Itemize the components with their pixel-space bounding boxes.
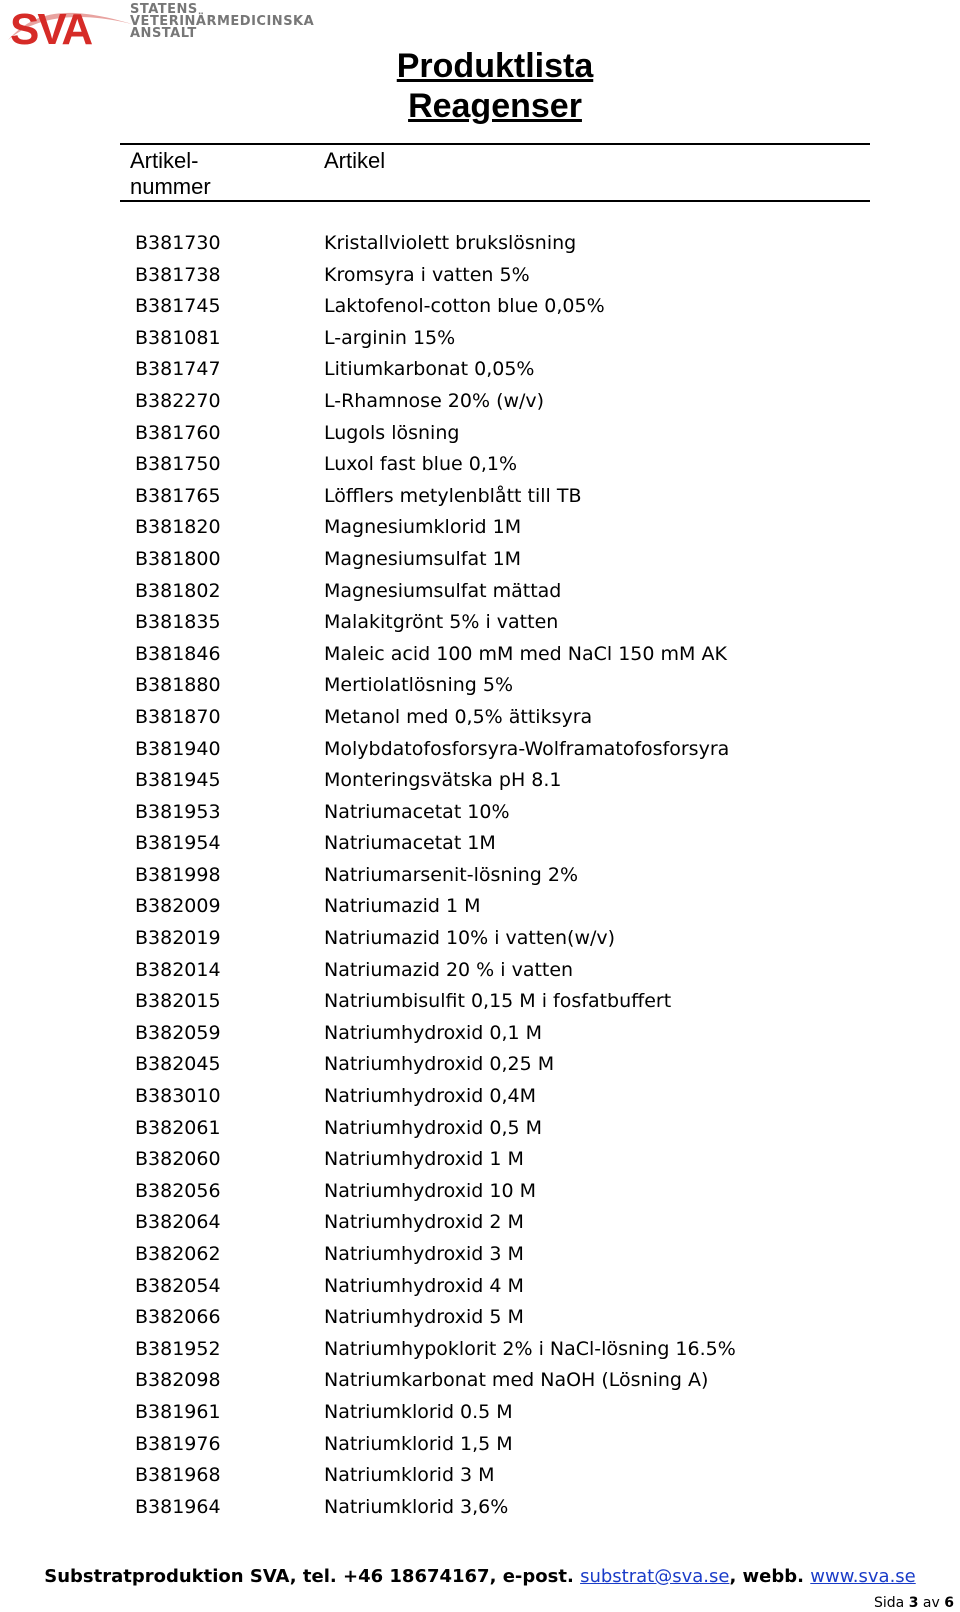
table-row bbox=[0, 959, 960, 991]
article-name: L-Rhamnose 20% (w/v) bbox=[324, 389, 545, 412]
table-row bbox=[0, 390, 960, 422]
article-name: Kromsyra i vatten 5% bbox=[324, 263, 530, 286]
column-header-code-line-2: nummer bbox=[130, 174, 211, 199]
column-header-article-number bbox=[130, 148, 211, 200]
footer-email-link[interactable]: substrat@sva.se bbox=[580, 1566, 730, 1587]
article-name: Natriumhydroxid 0,4M bbox=[324, 1085, 536, 1108]
article-number: B381964 bbox=[135, 1495, 221, 1518]
article-name: Natriumacetat 10% bbox=[324, 800, 510, 823]
table-row bbox=[0, 1053, 960, 1085]
article-name: Metanol med 0,5% ättiksyra bbox=[324, 705, 593, 728]
table-row bbox=[0, 1180, 960, 1212]
article-number: B382054 bbox=[135, 1274, 221, 1297]
article-number: B381750 bbox=[135, 453, 221, 476]
table-row bbox=[0, 1022, 960, 1054]
article-name: Natriumazid 1 M bbox=[324, 895, 481, 918]
article-number: B381968 bbox=[135, 1464, 221, 1487]
article-name: Natriumhydroxid 5 M bbox=[324, 1306, 524, 1329]
article-number: B383010 bbox=[135, 1085, 221, 1108]
table-row bbox=[0, 1338, 960, 1370]
article-number: B381081 bbox=[135, 326, 221, 349]
table-row bbox=[0, 769, 960, 801]
footer-text: Substratproduktion SVA, tel. +46 18674167, e-post. bbox=[44, 1566, 574, 1587]
article-number: B382059 bbox=[135, 1021, 221, 1044]
table-row bbox=[0, 264, 960, 296]
product-table bbox=[0, 232, 960, 1527]
article-number: B381738 bbox=[135, 263, 221, 286]
article-number: B381953 bbox=[135, 800, 221, 823]
table-row bbox=[0, 674, 960, 706]
header-rule-top bbox=[120, 143, 870, 145]
article-name: Natriumhydroxid 0,5 M bbox=[324, 1116, 542, 1139]
table-row bbox=[0, 1401, 960, 1433]
table-row bbox=[0, 895, 960, 927]
article-number: B381945 bbox=[135, 769, 221, 792]
header-rule-bottom bbox=[120, 200, 870, 202]
article-number: B382019 bbox=[135, 927, 221, 950]
logo-agency-name bbox=[130, 4, 314, 40]
article-name: Lugols lösning bbox=[324, 421, 460, 444]
article-number: B382060 bbox=[135, 1148, 221, 1171]
article-name: Löfflers metylenblått till TB bbox=[324, 484, 582, 507]
table-row bbox=[0, 927, 960, 959]
table-row bbox=[0, 232, 960, 264]
article-number: B381747 bbox=[135, 358, 221, 381]
article-number: B382009 bbox=[135, 895, 221, 918]
article-name: Natriumhydroxid 3 M bbox=[324, 1243, 524, 1265]
article-name: Laktofenol-cotton blue 0,05% bbox=[324, 295, 605, 318]
table-row bbox=[0, 643, 960, 675]
article-name: Natriumklorid 0.5 M bbox=[324, 1400, 513, 1423]
title-line-1: Produktlista bbox=[396, 47, 594, 85]
article-number: B381940 bbox=[135, 737, 221, 760]
article-name: Natriumhydroxid 1 M bbox=[324, 1148, 524, 1171]
article-number: B381961 bbox=[135, 1400, 221, 1423]
article-name: Maleic acid 100 mM med NaCl 150 mM AK bbox=[324, 642, 727, 665]
article-number: B382015 bbox=[135, 990, 221, 1013]
article-name: Natriumazid 20 % i vatten bbox=[324, 958, 574, 981]
article-name: Natriumklorid 1,5 M bbox=[324, 1432, 513, 1455]
article-name: Natriumklorid 3,6% bbox=[324, 1495, 509, 1518]
article-number: B381745 bbox=[135, 295, 221, 318]
article-number: B382014 bbox=[135, 958, 221, 981]
article-name: L-arginin 15% bbox=[324, 326, 456, 349]
table-row bbox=[0, 295, 960, 327]
article-name: Mertiolatlösning 5% bbox=[324, 674, 514, 697]
table-row bbox=[0, 1117, 960, 1149]
article-number: B381976 bbox=[135, 1432, 221, 1455]
table-row bbox=[0, 358, 960, 390]
page-sep: av bbox=[922, 1595, 940, 1611]
article-name: Natriumhypoklorit 2% i NaCl-lösning 16.5% bbox=[324, 1337, 736, 1360]
title-line-2: Reagenser bbox=[408, 87, 582, 125]
table-row bbox=[0, 864, 960, 896]
article-number: B382270 bbox=[135, 389, 221, 412]
article-number: B381998 bbox=[135, 863, 221, 886]
article-name: Natriumklorid 3 M bbox=[324, 1464, 495, 1487]
table-row bbox=[0, 1085, 960, 1117]
article-number: B381760 bbox=[135, 421, 221, 444]
article-name: Natriumacetat 1M bbox=[324, 832, 496, 855]
article-number: B381880 bbox=[135, 674, 221, 697]
article-name: Luxol fast blue 0,1% bbox=[324, 453, 517, 476]
table-row bbox=[0, 1433, 960, 1465]
logo-line-1: STATENS bbox=[130, 2, 198, 17]
article-name: Natriumhydroxid 10 M bbox=[324, 1179, 536, 1202]
table-row bbox=[0, 485, 960, 517]
table-row bbox=[0, 1496, 960, 1528]
table-row bbox=[0, 1243, 960, 1275]
sva-logo-mark bbox=[4, 4, 134, 48]
article-number: B382045 bbox=[135, 1053, 221, 1076]
article-number: B382061 bbox=[135, 1116, 221, 1139]
table-row bbox=[0, 611, 960, 643]
table-row bbox=[0, 832, 960, 864]
page-number bbox=[874, 1595, 954, 1611]
page-label: Sida bbox=[874, 1595, 905, 1611]
footer-web-link[interactable]: www.sva.se bbox=[810, 1566, 916, 1587]
article-name: Monteringsvätska pH 8.1 bbox=[324, 769, 562, 792]
article-number: B382098 bbox=[135, 1369, 221, 1392]
article-name: Natriumhydroxid 2 M bbox=[324, 1211, 524, 1234]
table-row bbox=[0, 990, 960, 1022]
table-row bbox=[0, 1306, 960, 1338]
article-number: B381846 bbox=[135, 642, 221, 665]
footer-contact bbox=[0, 1566, 960, 1587]
footer-web-label: , webb. bbox=[729, 1566, 804, 1587]
logo-line-3: ANSTALT bbox=[130, 26, 197, 41]
article-number: B381730 bbox=[135, 232, 221, 254]
article-name: Natriumarsenit-lösning 2% bbox=[324, 863, 579, 886]
article-name: Magnesiumsulfat 1M bbox=[324, 547, 522, 570]
article-name: Kristallviolett brukslösning bbox=[324, 232, 577, 254]
column-header-code-line-1: Artikel- bbox=[130, 148, 199, 173]
column-header-article: Artikel bbox=[324, 148, 386, 173]
table-row bbox=[0, 1369, 960, 1401]
article-name: Molybdatofosforsyra-Wolframatofosforsyra bbox=[324, 737, 730, 760]
article-name: Natriumhydroxid 0,25 M bbox=[324, 1053, 555, 1076]
article-name: Malakitgrönt 5% i vatten bbox=[324, 611, 559, 634]
article-number: B382056 bbox=[135, 1179, 221, 1202]
article-name: Natriumhydroxid 4 M bbox=[324, 1274, 524, 1297]
table-row bbox=[0, 738, 960, 770]
document-title bbox=[380, 46, 610, 126]
article-number: B381954 bbox=[135, 832, 221, 855]
table-row bbox=[0, 1275, 960, 1307]
article-number: B381952 bbox=[135, 1337, 221, 1360]
article-name: Litiumkarbonat 0,05% bbox=[324, 358, 535, 381]
article-number: B381820 bbox=[135, 516, 221, 539]
table-row bbox=[0, 580, 960, 612]
article-name: Natriumhydroxid 0,1 M bbox=[324, 1021, 542, 1044]
article-name: Magnesiumklorid 1M bbox=[324, 516, 522, 539]
table-row bbox=[0, 422, 960, 454]
article-number: B381765 bbox=[135, 484, 221, 507]
logo-line-2: VETERINÄRMEDICINSKA bbox=[130, 14, 315, 29]
svg-text:SVA: SVA bbox=[10, 5, 92, 48]
page-current: 3 bbox=[908, 1595, 919, 1611]
table-row bbox=[0, 1464, 960, 1496]
article-number: B381835 bbox=[135, 611, 221, 634]
table-row bbox=[0, 516, 960, 548]
article-number: B381870 bbox=[135, 705, 221, 728]
article-name: Natriumkarbonat med NaOH (Lösning A) bbox=[324, 1369, 709, 1392]
article-number: B382064 bbox=[135, 1211, 221, 1234]
article-name: Natriumazid 10% i vatten(w/v) bbox=[324, 927, 616, 950]
article-name: Natriumbisulfit 0,15 M i fosfatbuffert bbox=[324, 990, 672, 1013]
table-row bbox=[0, 1148, 960, 1180]
table-row bbox=[0, 548, 960, 580]
table-row bbox=[0, 453, 960, 485]
article-name: Magnesiumsulfat mättad bbox=[324, 579, 562, 602]
page-total: 6 bbox=[944, 1595, 954, 1611]
table-row bbox=[0, 1211, 960, 1243]
article-number: B382066 bbox=[135, 1306, 221, 1329]
table-row bbox=[0, 327, 960, 359]
article-number: B382062 bbox=[135, 1243, 221, 1265]
table-row bbox=[0, 706, 960, 738]
article-number: B381802 bbox=[135, 579, 221, 602]
article-number: B381800 bbox=[135, 547, 221, 570]
table-row bbox=[0, 801, 960, 833]
